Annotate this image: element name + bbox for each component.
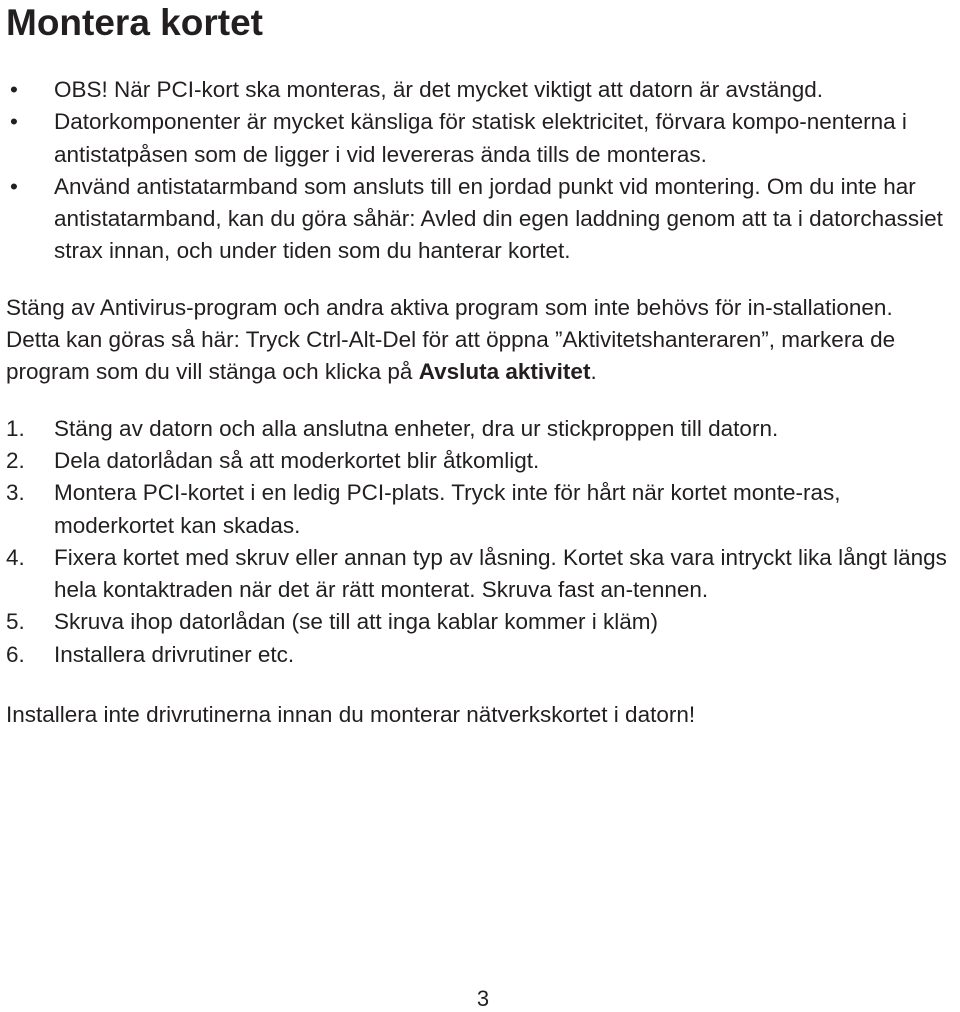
precaution-list <box>6 74 948 268</box>
task-manager-text: Detta kan göras så här: Tryck Ctrl-Alt-Del för att öppna ”Aktivitetshanteraren”, markera de program som du vill stänga och klicka på <box>6 327 896 385</box>
page-heading: Montera kortet <box>6 2 263 43</box>
task-manager-instruction <box>6 324 948 389</box>
bullet-icon: • <box>10 109 18 135</box>
precaution-item <box>6 171 948 268</box>
step-number: 4. <box>6 544 25 570</box>
step-item <box>6 606 948 638</box>
page-number: 3 <box>476 986 490 1011</box>
end-task-label: Avsluta aktivitet <box>418 359 591 385</box>
precaution-text: Datorkomponenter är mycket känsliga för statisk elektricitet, förvara kompo-nenterna i antistatpåsen som de ligger i vid levereras ända tills de monteras. <box>54 109 907 167</box>
step-number: 1. <box>6 415 25 441</box>
step-text: Skruva ihop datorlådan (se till att inga kablar kommer i kläm) <box>54 609 659 635</box>
step-text: Installera drivrutiner etc. <box>54 641 295 667</box>
bullet-icon: • <box>10 77 18 102</box>
step-item <box>6 477 948 542</box>
step-item <box>6 639 948 671</box>
task-manager-period: . <box>590 359 597 385</box>
precaution-item <box>6 106 948 171</box>
step-number: 2. <box>6 447 25 473</box>
step-text: Stäng av datorn och alla anslutna enheter, dra ur stickproppen till datorn. <box>54 415 779 441</box>
step-text: Montera PCI-kortet i en ledig PCI-plats. Tryck inte för hårt när kortet monte-ras, moderkortet kan skadas. <box>54 480 841 538</box>
driver-warning: Installera inte drivrutinerna innan du monterar nätverkskortet i datorn! <box>6 702 696 728</box>
precaution-item <box>6 74 948 106</box>
step-item <box>6 542 948 607</box>
bullet-icon: • <box>10 173 18 199</box>
step-item <box>6 445 948 477</box>
step-number: 5. <box>6 609 25 635</box>
precaution-text: Använd antistatarmband som ansluts till en jordad punkt vid montering. Om du inte har antistatarmband, kan du göra såhär: Avled din egen laddning genom att ta i datorchassiet strax innan, och under tiden som du hanterar kortet. <box>54 173 943 264</box>
installation-steps <box>6 413 948 671</box>
step-number: 3. <box>6 480 25 506</box>
step-text: Fixera kortet med skruv eller annan typ av låsning. Kortet ska vara intryckt lika långt längs hela kontaktraden när det är rätt monterat. Skruva fast an-tennen. <box>54 544 947 603</box>
step-number: 6. <box>6 641 25 667</box>
step-item <box>6 413 948 445</box>
precaution-text: OBS! När PCI-kort ska monteras, är det mycket viktigt att datorn är avstängd. <box>54 77 824 102</box>
antivirus-instruction: Stäng av Antivirus-program och andra aktiva program som inte behövs för in-stallationen. <box>6 294 893 320</box>
step-text: Dela datorlådan så att moderkortet blir åtkomligt. <box>54 447 540 473</box>
